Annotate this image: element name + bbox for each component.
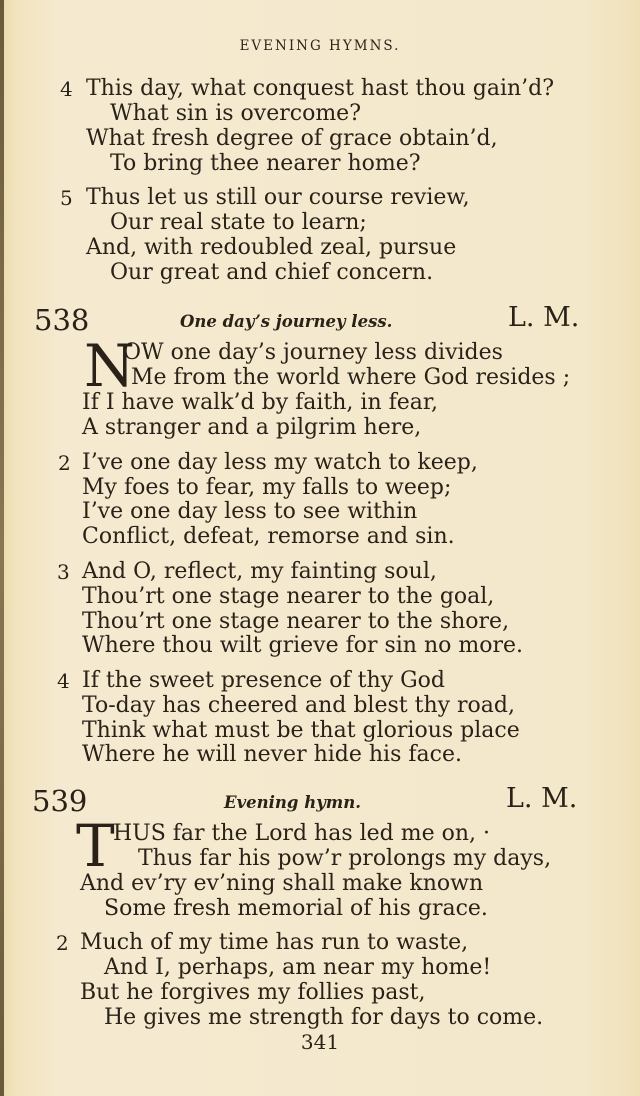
hymn-meter: L. M. [508,302,580,333]
drop-cap: T [76,812,115,880]
hymn-title: Evening hymn. [224,793,361,812]
drop-cap: N [84,332,135,400]
page-number: 341 [300,1030,340,1054]
verse-line: Our real state to learn; [110,210,367,235]
verse-line: Thus far his pow’r prolongs my days, [138,846,552,871]
verse-number: 5 [60,186,73,210]
verse-line: And, with redoubled zeal, pursue [86,235,457,260]
hymn-number: 539 [32,784,88,818]
verse-line: Much of my time has run to waste, [80,930,469,955]
verse-line: I’ve one day less to see within [82,499,418,524]
verse-line: My foes to fear, my falls to weep; [82,475,452,500]
hymn-number: 538 [34,303,90,337]
verse-line: OW one day’s journey less divides [123,340,503,365]
verse-line: Thou’rt one stage nearer to the goal, [82,584,495,609]
verse-number: 4 [57,669,70,693]
verse-line: If the sweet presence of thy God [82,668,445,693]
verse-line: Where thou wilt grieve for sin no more. [82,633,524,658]
verse-line: This day, what conquest hast thou gain’d? [86,76,555,101]
verse-line: A stranger and a pilgrim here, [82,415,422,440]
verse-line: To bring thee nearer home? [110,151,421,176]
verse-line: Some fresh memorial of his grace. [104,896,488,921]
verse-line: But he forgives my follies past, [80,980,426,1005]
verse-line: Me from the world where God resides ; [131,365,571,390]
verse-line: Think what must be that glorious place [82,718,520,743]
verse-line: Where he will never hide his face. [82,742,462,767]
verse-line: He gives me strength for days to come. [104,1005,544,1030]
verse-line: Our great and chief concern. [110,260,434,285]
verse-number: 4 [60,77,73,101]
verse-line: What sin is overcome? [110,101,361,126]
hymn-meter: L. M. [506,783,578,814]
verse-line: I’ve one day less my watch to keep, [82,450,478,475]
verse-line: What fresh degree of grace obtain’d, [86,126,498,151]
verse-number: 2 [56,931,69,955]
verse-line: And I, perhaps, am near my home! [104,955,492,980]
verse-line: HUS far the Lord has led me on, · [113,821,490,846]
running-head: EVENING HYMNS. [239,38,401,54]
verse-line: To-day has cheered and blest thy road, [82,693,515,718]
verse-number: 2 [58,451,71,475]
verse-line: And O, reflect, my fainting soul, [82,559,437,584]
verse-line: Conflict, defeat, remorse and sin. [82,524,455,549]
hymn-title: One day’s journey less. [180,312,393,331]
verse-line: Thus let us still our course review, [86,185,470,210]
verse-number: 3 [57,560,70,584]
page-spine-edge [0,0,4,1096]
verse-line: If I have walk’d by faith, in fear, [82,390,438,415]
verse-line: And ev’ry ev’ning shall make known [80,871,484,896]
verse-line: Thou’rt one stage nearer to the shore, [82,609,510,634]
